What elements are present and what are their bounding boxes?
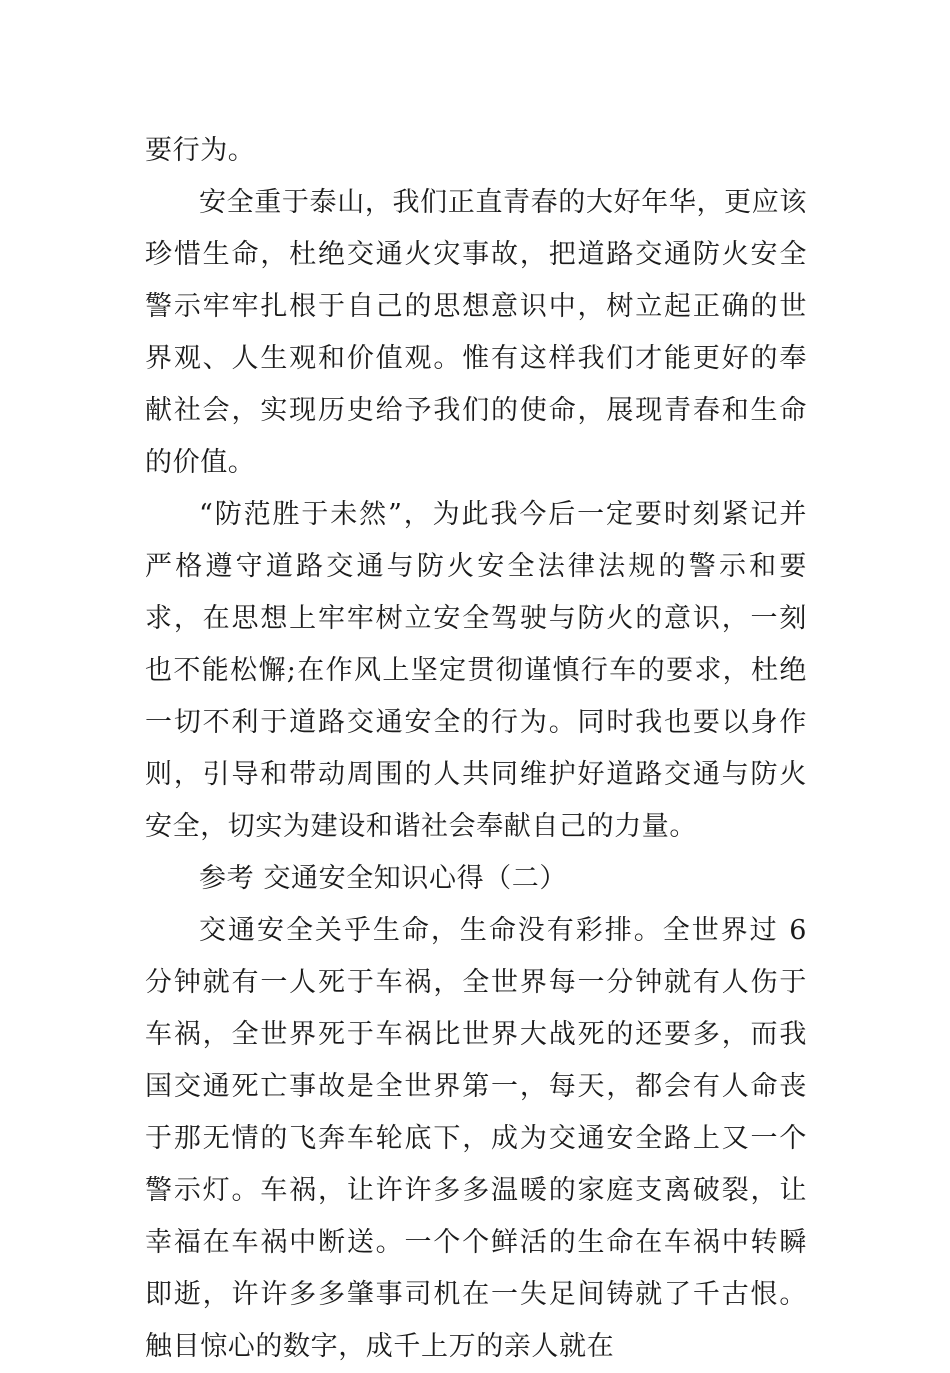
paragraph-traffic-safety: 交通安全关乎生命，生命没有彩排。全世界过 6 分钟就有一人死于车祸，全世界每一分钟就有人伤于车祸，全世界死于车祸比世界大战死的还要多，而我国交通死亡事故是全世界第一，每天，都会有人命丧于那无情的飞奔车轮底下，成为交通安全路上又一个警示灯。车祸，让许许多多温暖的家庭支离破裂，让幸福在车祸中断送。一个个鲜活的生命在车祸中转瞬即逝，许许多多肇事司机在一失足间铸就了千古恨。触目惊心的数字，成千上万的亲人就在 [145,915,807,1362]
paragraph-continuation: 要行为。 [145,135,256,166]
paragraph-prevention: “防范胜于未然”，为此我今后一定要时刻紧记并严格遵守道路交通与防火安全法律法规的警示和要求，在思想上牢牢树立安全驾驶与防火的意识，一刻也不能松懈;在作风上坚定贯彻谨慎行车的要求，杜绝一切不利于道路交通安全的行为。同时我也要以身作则，引导和带动周围的人共同维护好道路交通与防火安全，切实为建设和谐社会奉献自己的力量。 [145,499,807,842]
section-heading: 参考 交通安全知识心得（二） [199,863,567,894]
document-body [145,125,807,1373]
paragraph-safety-importance: 安全重于泰山，我们正直青春的大好年华，更应该珍惜生命，杜绝交通火灾事故，把道路交通防火安全警示牢牢扎根于自己的思想意识中，树立起正确的世界观、人生观和价值观。惟有这样我们才能更好的奉献社会，实现历史给予我们的使命，展现青春和生命的价值。 [145,187,807,478]
